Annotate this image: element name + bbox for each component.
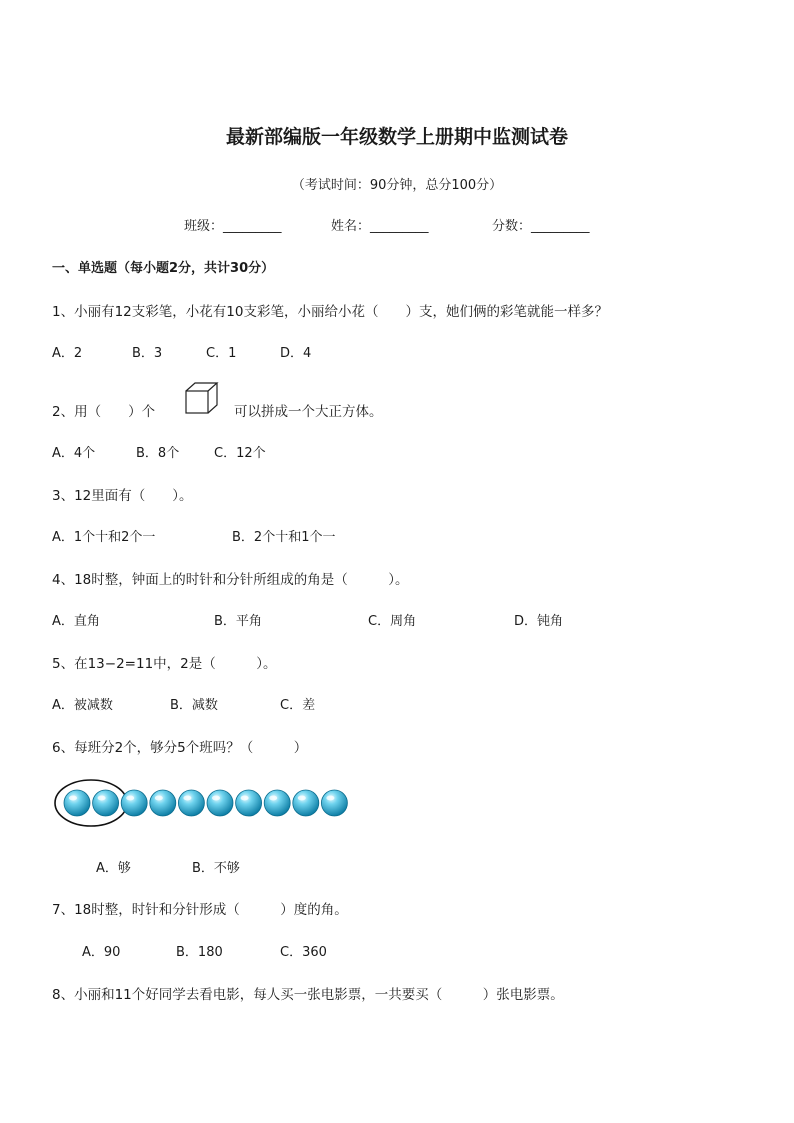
bead-icon [236,790,262,816]
q3-option-a: A．1个十和2个一 [52,530,156,545]
cube-icon [184,382,220,414]
q6-option-a: A．够 [96,861,131,876]
bead-highlight [326,796,334,801]
score-field [492,215,590,234]
bead-highlight [212,796,220,801]
bead-highlight [183,796,191,801]
bead-highlight [269,796,277,801]
bead-icon [178,790,204,816]
name-field [331,215,429,234]
class-label: 班级： [184,219,224,234]
q3-option-b: B．2个十和1个一 [232,530,336,545]
q2-option-b: B．8个 [136,446,180,461]
q4-option-b: B．平角 [214,614,262,629]
exam-info: （考试时间：90分钟，总分100分） [291,178,503,193]
q1-option-c: C．1 [206,346,237,361]
beads-figure [54,778,364,830]
bead-icon [207,790,233,816]
page-title: 最新部编版一年级数学上册期中监测试卷 [225,126,568,148]
question-1: 1、小丽有12支彩笔，小花有10支彩笔，小丽给小花（ ）支，她们俩的彩笔就能一样多？ [52,304,608,320]
question-2-start: 2、用（ ）个 [52,404,156,420]
q1-option-b: B．3 [132,346,163,361]
q4-option-c: C．周角 [368,614,417,629]
question-5: 5、在13−2=11中，2是（ ）。 [52,656,277,672]
bead-highlight [126,796,134,801]
bead-icon [93,790,119,816]
q7-option-a: A．90 [82,945,121,960]
bead-icon [293,790,319,816]
question-8: 8、小丽和11个好同学去看电影，每人买一张电影票，一共要买（ ）张电影票。 [52,987,564,1003]
bead-icon [150,790,176,816]
bead-highlight [98,796,106,801]
question-3: 3、12里面有（ ）。 [52,488,193,504]
q5-option-c: C．差 [280,698,316,713]
name-blank: _________ [370,219,429,234]
score-label: 分数： [492,219,532,234]
bead-icon [121,790,147,816]
bead-icon [264,790,290,816]
q2-option-a: A．4个 [52,446,96,461]
question-2-end: 可以拼成一个大正方体。 [234,404,383,420]
q2-option-c: C．12个 [214,446,266,461]
class-field [184,215,282,234]
bead-highlight [241,796,249,801]
q6-option-b: B．不够 [192,861,240,876]
q5-option-b: B．减数 [170,698,218,713]
question-4: 4、18时整，钟面上的时针和分针所组成的角是（ ）。 [52,572,409,588]
bead-icon [321,790,347,816]
class-blank: _________ [223,219,282,234]
q7-option-b: B．180 [176,945,223,960]
q5-option-a: A．被减数 [52,698,113,713]
section-heading: 一、单选题（每小题2分，共计30分） [52,261,275,276]
bead-icon [64,790,90,816]
q1-option-d: D．4 [280,346,312,361]
q4-option-d: D．钝角 [514,614,564,629]
q4-option-a: A．直角 [52,614,100,629]
bead-highlight [298,796,306,801]
bead-highlight [69,796,77,801]
q1-option-a: A．2 [52,346,83,361]
bead-highlight [155,796,163,801]
score-blank: _________ [531,219,590,234]
name-label: 姓名： [331,219,371,234]
question-6: 6、每班分2个，够分5个班吗？（ ） [52,740,308,756]
question-7: 7、18时整，时针和分针形成（ ）度的角。 [52,902,348,918]
q7-option-c: C．360 [280,945,327,960]
